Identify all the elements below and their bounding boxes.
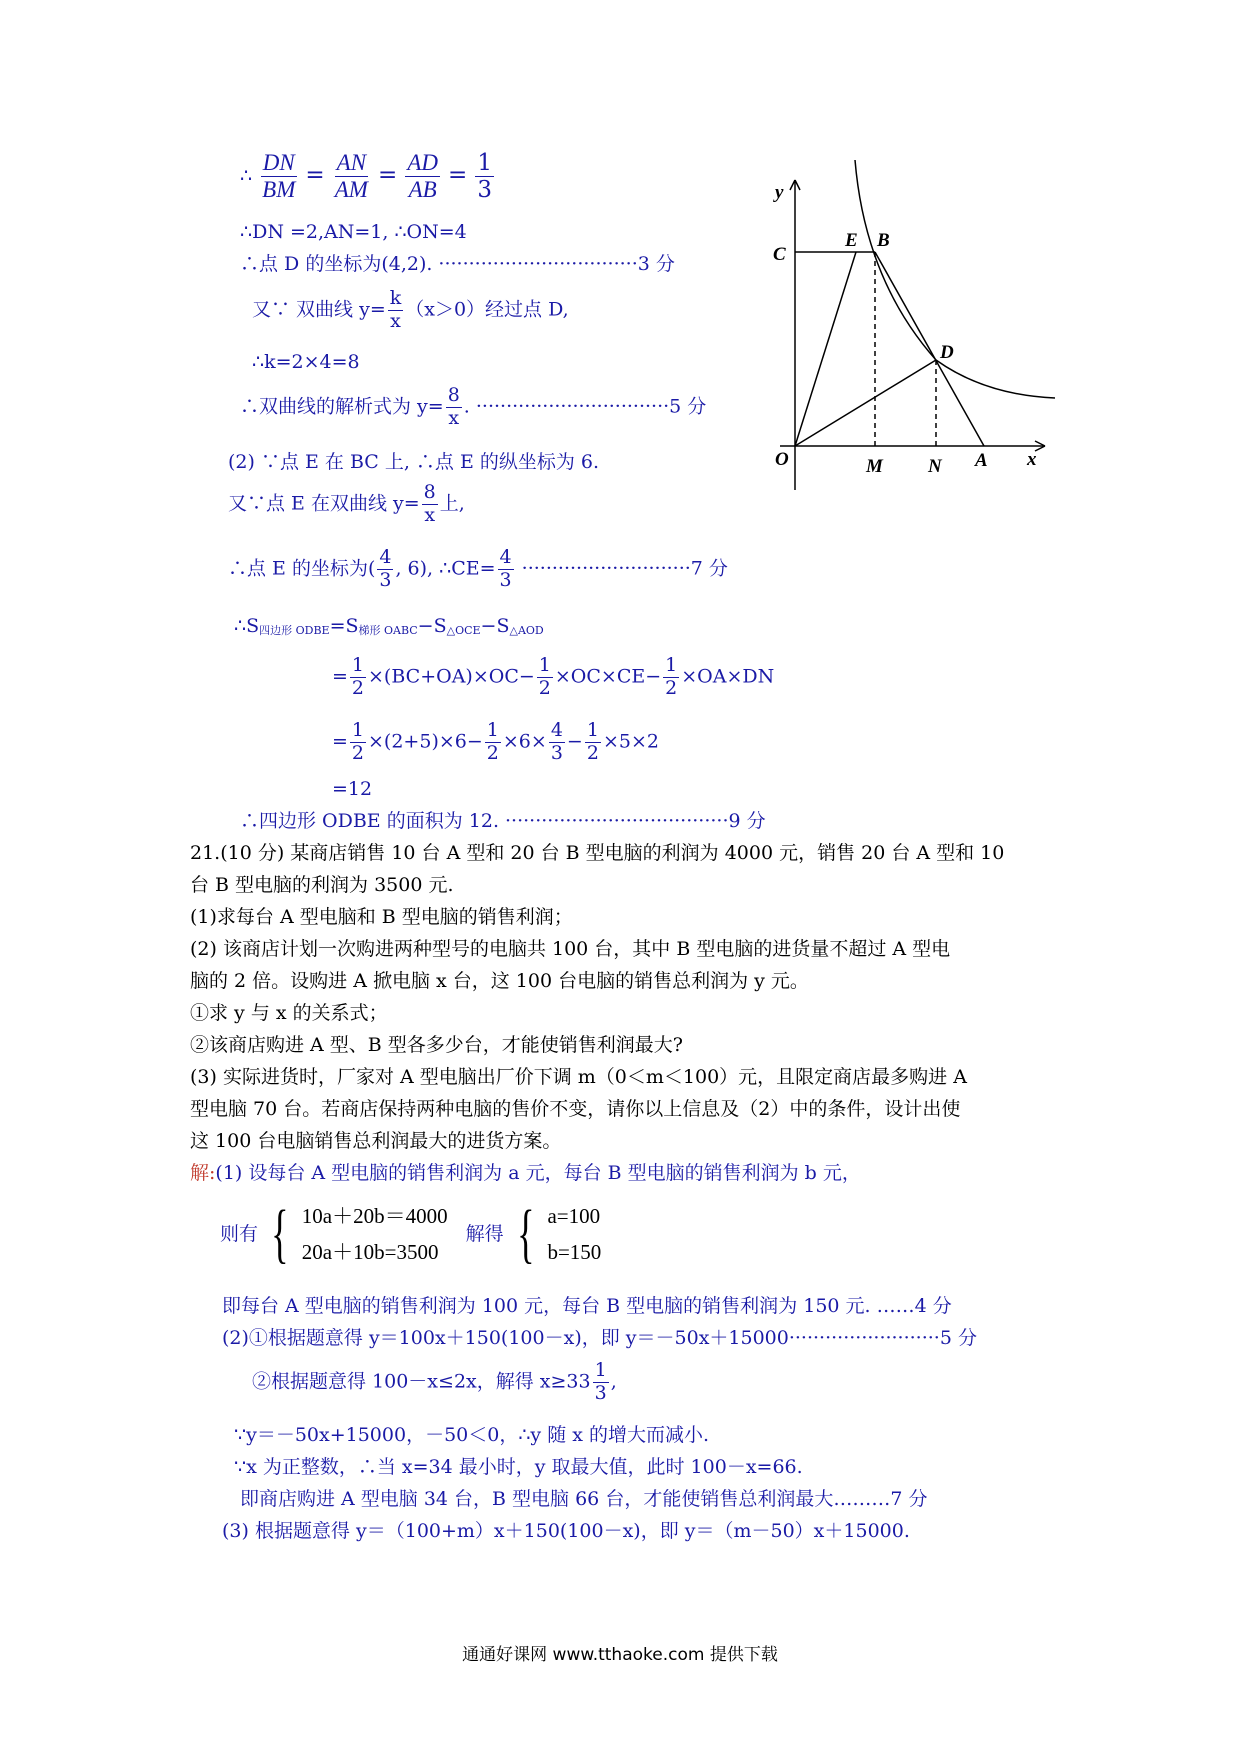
label-e: E: [845, 230, 858, 251]
fraction-4-3: [377, 547, 393, 592]
numerator: 1: [538, 654, 551, 676]
label-b: B: [877, 230, 890, 251]
label-o: O: [775, 449, 789, 470]
text: ②根据题意得 100－x≤2x，解得 x≥33: [252, 1370, 591, 1393]
left-brace: {: [516, 1197, 535, 1270]
q21-line-8: (3) 实际进货时，厂家对 A 型电脑出厂价下调 m（0＜m＜100）元，且限定商店最多购进 A: [190, 1066, 967, 1088]
page-footer: 通通好课网 www.tthaoke.com 提供下载: [462, 1645, 778, 1665]
solution-line-2: 即每台 A 型电脑的销售利润为 100 元，每台 B 型电脑的销售利润为 150 元. ……4 分: [222, 1295, 952, 1317]
denominator: 3: [477, 177, 493, 204]
denominator: 2: [486, 741, 499, 764]
denominator: 3: [379, 568, 392, 591]
numerator: 1: [594, 1359, 607, 1381]
text: 上,: [439, 492, 465, 515]
text: ×6×: [502, 730, 547, 753]
text: 又∵ 双曲线 y=: [252, 298, 386, 321]
hyperbola-curve: [855, 160, 1055, 398]
segment-od: [795, 360, 936, 446]
denominator: 2: [351, 741, 365, 764]
text: (1) 设每台 A 型电脑的销售利润为 a 元，每台 B 型电脑的销售利润为 b 元，: [215, 1162, 861, 1184]
label-c: C: [773, 244, 786, 265]
text: ∴点 E 的坐标为(: [228, 557, 376, 580]
text: ····························7 分: [515, 557, 728, 580]
denominator: 3: [499, 568, 512, 591]
area-decomposition-line: [234, 613, 544, 644]
fraction-half: [585, 720, 601, 765]
text: ×5×2: [602, 730, 659, 753]
text: −S: [417, 615, 447, 637]
solution-label: 解:: [190, 1162, 216, 1184]
text: ,: [610, 1370, 617, 1393]
denominator: 2: [351, 676, 365, 699]
fraction-ad-ab: [405, 150, 440, 204]
fraction-one-third: [475, 150, 494, 204]
dn-an-on-line: ∴DN =2,AN=1, ∴ON=4: [240, 221, 467, 243]
text: . ································5 分: [463, 395, 707, 418]
part2-e-on-bc-line: (2) ∵点 E 在 BC 上, ∴点 E 的纵坐标为 6.: [228, 451, 600, 473]
equals: =: [378, 161, 398, 188]
text: ∴双曲线的解析式为 y=: [240, 395, 444, 418]
fraction-half: [350, 655, 366, 700]
therefore-symbol: ∴: [240, 164, 253, 187]
area-conclusion-line: ∴四边形 ODBE 的面积为 12. ·····································9 分: [240, 810, 766, 832]
text: −: [566, 730, 583, 753]
solution-a: a=100: [547, 1204, 601, 1228]
equation-1: 10a＋20b＝4000: [301, 1204, 448, 1228]
segment-ba: [875, 252, 984, 446]
solution-line-8: (3) 根据题意得 y＝（100+m）x＋150(100－x)，即 y＝（m－50）x＋15000.: [222, 1520, 910, 1542]
solution-line-6: ∵x 为正整数，∴当 x=34 最小时，y 取最大值，此时 100－x=66.: [234, 1456, 803, 1478]
hyperbola-equation-line: [240, 385, 706, 430]
e-on-hyperbola-line: [228, 482, 465, 527]
point-d-line: ∴点 D 的坐标为(4,2). ·································3 分: [240, 253, 675, 275]
fraction-half: [485, 720, 501, 765]
numerator: 1: [586, 719, 599, 741]
denominator: 3: [594, 1381, 607, 1404]
text: 则有: [220, 1223, 259, 1245]
point-e-coordinate-line: [228, 547, 728, 592]
segment-oe: [795, 252, 856, 446]
solution-b: b=150: [547, 1240, 602, 1264]
q21-line-4: (2) 该商店计划一次购进两种型号的电脑共 100 台，其中 B 型电脑的进货量不超过 A 型电: [190, 938, 951, 960]
q21-line-3: (1)求每台 A 型电脑和 B 型电脑的销售利润；: [190, 906, 573, 928]
solution-line-1: [190, 1160, 861, 1186]
area-formula-line: [332, 655, 774, 700]
denominator: 2: [538, 676, 551, 699]
q21-line-7: ②该商店购进 A 型、B 型各多少台，才能使销售利润最大?: [190, 1034, 683, 1056]
fraction-k-x: [388, 288, 404, 333]
fraction-dn-bm: [260, 150, 297, 204]
fraction-8-x: [446, 385, 462, 430]
subscript: 梯形 OABC: [358, 624, 418, 637]
denominator: BM: [262, 177, 296, 203]
area-result-line: =12: [332, 778, 373, 800]
ratio-line: [240, 150, 496, 204]
q21-line-9: 型电脑 70 台。若商店保持两种电脑的售价不变，请你以上信息及（2）中的条件，设计出使: [190, 1098, 961, 1120]
label-y: y: [775, 182, 784, 203]
numerator: k: [389, 287, 402, 309]
text: ×OC×CE−: [554, 665, 662, 688]
numerator: AD: [405, 150, 440, 177]
label-x: x: [1027, 449, 1037, 470]
fraction-half: [537, 655, 553, 700]
subscript: 四边形 ODBE: [259, 624, 330, 637]
fraction-an-am: [333, 150, 370, 204]
denominator: x: [390, 309, 401, 332]
numerator: 4: [499, 546, 512, 568]
fraction-1-3: [593, 1360, 609, 1405]
fraction-4-3: [549, 720, 565, 765]
numerator: 8: [447, 384, 460, 406]
denominator: AM: [334, 177, 368, 203]
hyperbola-passes-d-line: [252, 288, 569, 333]
solution-line-3: (2)①根据题意得 y＝100x＋150(100－x)，即 y＝－50x＋15000·························5 分: [222, 1327, 977, 1349]
area-substitution-line: [332, 720, 659, 765]
q21-line-1: 21.(10 分) 某商店销售 10 台 A 型和 20 台 B 型电脑的利润为 4000 元，销售 20 台 A 型和 10: [190, 842, 1005, 864]
coordinate-graph: [765, 160, 1075, 500]
text: ∴S: [234, 615, 260, 637]
text: , 6), ∴CE=: [395, 557, 496, 580]
numerator: 8: [423, 481, 436, 503]
numerator: 1: [351, 719, 365, 741]
subscript: △AOD: [509, 624, 544, 637]
left-brace: {: [271, 1197, 289, 1270]
q21-line-2: 台 B 型电脑的利润为 3500 元.: [190, 874, 454, 896]
q21-line-5: 脑的 2 倍。设购进 A 掀电脑 x 台，这 100 台电脑的销售总利润为 y 元。: [190, 970, 809, 992]
text: 解得: [465, 1223, 504, 1245]
label-n: N: [928, 456, 942, 477]
subscript: △OCE: [446, 624, 481, 637]
denominator: 2: [665, 676, 678, 699]
numerator: 4: [550, 719, 563, 741]
denominator: AB: [408, 177, 437, 203]
equals: =: [305, 161, 325, 188]
text: ×(BC+OA)×OC−: [368, 665, 535, 688]
label-m: M: [866, 456, 883, 477]
denominator: 3: [550, 741, 563, 764]
text: ×OA×DN: [681, 665, 775, 688]
k-value-line: ∴k=2×4=8: [252, 351, 360, 373]
fraction-4-3: [498, 547, 514, 592]
denominator: 2: [586, 741, 599, 764]
equation-system: [220, 1198, 601, 1284]
text: −S: [480, 615, 510, 637]
numerator: DN: [261, 150, 297, 177]
equals: =: [332, 665, 348, 688]
numerator: 1: [486, 719, 499, 741]
fraction-half: [663, 655, 679, 700]
text: ×(2+5)×6−: [368, 730, 483, 753]
numerator: AN: [335, 150, 368, 177]
denominator: x: [448, 406, 460, 429]
q21-line-6: ①求 y 与 x 的关系式；: [190, 1002, 388, 1024]
text: 又∵点 E 在双曲线 y=: [228, 492, 420, 515]
q21-line-10: 这 100 台电脑销售总利润最大的进货方案。: [190, 1130, 562, 1152]
solution-line-4: [252, 1360, 617, 1405]
numerator: 4: [379, 546, 392, 568]
fraction-8-x: [422, 482, 438, 527]
denominator: x: [424, 503, 436, 526]
numerator: 1: [351, 654, 365, 676]
numerator: 1: [665, 654, 678, 676]
equals: =: [332, 730, 348, 753]
equation-2: 20a＋10b=3500: [301, 1240, 439, 1264]
solution-line-5: ∵y＝－50x+15000，－50＜0，∴y 随 x 的增大而减小.: [234, 1424, 710, 1446]
system-equations: [302, 1198, 448, 1270]
numerator: 1: [477, 150, 493, 176]
fraction-half: [350, 720, 366, 765]
label-d: D: [940, 342, 954, 363]
system-solution: [547, 1198, 601, 1270]
text: （x＞0）经过点 D,: [405, 298, 569, 321]
equals: =: [448, 161, 468, 188]
label-a: A: [975, 450, 988, 471]
solution-line-7: 即商店购进 A 型电脑 34 台，B 型电脑 66 台，才能使销售总利润最大………7 分: [240, 1488, 928, 1510]
text: =S: [329, 615, 359, 637]
